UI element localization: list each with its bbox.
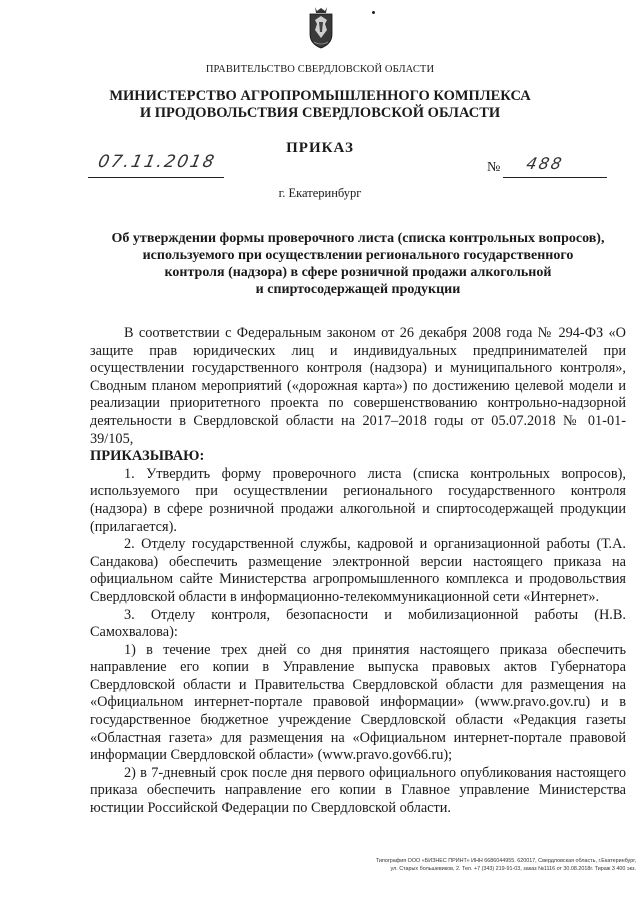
- item-3-1-paragraph: 1) в течение трех дней со дня принятия настоящего приказа обеспечить направление его копии в Управление выпуска правовых актов Губернатора Свердловской области и Правительства Свердловской области для размещения на «Официальном интернет-портале правовой информации» (www.pravo.gov.ru) и в государственное бюджетное учреждение Свердловской области «Редакция газеты «Областная газета» для размещения на «Официальном интернет-портале правовой информации Свердловской области» (www.pravo.gov66.ru);: [90, 641, 626, 764]
- ministry-title: [0, 88, 640, 122]
- order-number: 488: [524, 154, 566, 173]
- ministry-line-2: И ПРОДОВОЛЬСТВИЯ СВЕРДЛОВСКОЙ ОБЛАСТИ: [139, 105, 501, 121]
- ministry-line-1: МИНИСТЕРСТВО АГРОПРОМЫШЛЕННОГО КОМПЛЕКСА: [109, 88, 531, 104]
- prikazyvayu-heading: ПРИКАЗЫВАЮ:: [90, 448, 205, 465]
- date-underline: [88, 176, 224, 178]
- imprint-line-1: Типография ООО «БИЗНЕС ПРИНТ» ИНН 6686044955. 620017, Свердловская область, г.Екатеринбург,: [375, 858, 636, 864]
- item-2-paragraph: 2. Отделу государственной службы, кадровой и организационной работы (Т.А. Сандакова) обеспечить размещение электронной версии настоящего приказа на официальном сайте Министерства агропромышленного комплекса и продовольствия Свердловской области в информационно-телекоммуникационной сети «Интернет».: [90, 536, 626, 605]
- printer-imprint: [290, 857, 636, 873]
- document-type: ПРИКАЗ: [286, 140, 354, 156]
- government-header: ПРАВИТЕЛЬСТВО СВЕРДЛОВСКОЙ ОБЛАСТИ: [205, 64, 435, 75]
- subject-line-2: используемого при осуществлении регионального государственного: [142, 248, 574, 263]
- order-date: 07.11.2018: [96, 152, 218, 172]
- scan-speck: [372, 11, 375, 14]
- subject-line-3: контроля (надзора) в сфере розничной продажи алкогольной: [164, 265, 552, 280]
- coat-of-arms-icon: [306, 4, 336, 50]
- order-body: [90, 325, 626, 818]
- number-underline: [503, 177, 607, 178]
- order-subject: [90, 230, 626, 298]
- preamble-paragraph: В соответствии с Федеральным законом от 26 декабря 2008 года № 294-ФЗ «О защите прав юридических лиц и индивидуальных предпринимателей при осуществлении государственного контроля (надзора) и муниципального контроля», Сводным планом мероприятий («дорожная карта») по достижению целевой модели и реализации приоритетного проекта по совершенствованию контрольно-надзорной деятельности в Свердловской области на 2017–2018 годы от 05.07.2018 № 01-01-39/105,: [90, 325, 626, 447]
- item-3-paragraph: 3. Отделу контроля, безопасности и мобилизационной работы (Н.В. Самохвалова):: [90, 606, 626, 641]
- item-3-2-paragraph: 2) в 7-дневный срок после дня первого официального опубликования настоящего приказа обеспечить направление его копии в Главное управление Министерства юстиции Российской Федерации по Свердловской области.: [90, 764, 626, 817]
- item-1-paragraph: 1. Утвердить форму проверочного листа (списка контрольных вопросов), используемого при осуществлении регионального государственного контроля (надзора) в сфере розничной продажи алкогольной и спиртосодержащей продукции (прилагается).: [90, 465, 626, 535]
- number-sign: №: [487, 160, 501, 175]
- subject-line-1: Об утверждении формы проверочного листа (списка контрольных вопросов),: [111, 231, 605, 246]
- city-line: г. Екатеринбург: [278, 186, 362, 200]
- subject-line-4: и спиртосодержащей продукции: [255, 282, 461, 297]
- imprint-line-2: ул. Старых большевиков, 2. Тел. +7 (343) 219-91-03, заказ №1116 от 30.08.2018г. Тираж 3 400 экз.: [390, 866, 636, 872]
